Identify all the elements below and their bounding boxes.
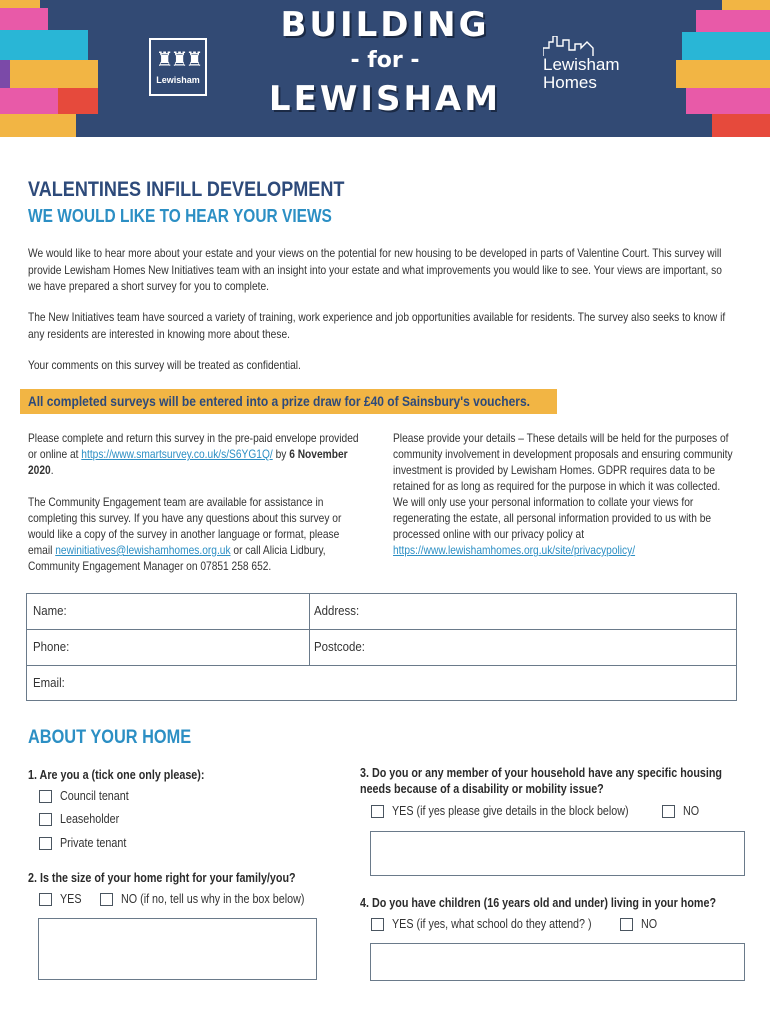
- email-link[interactable]: newinitiatives@lewishamhomes.org.uk: [55, 543, 231, 557]
- checkbox[interactable]: [39, 813, 52, 826]
- banner-line-1: BUILDING: [280, 5, 490, 45]
- intro-paragraph-3: Your comments on this survey will be treated as confidential.: [28, 358, 301, 372]
- option-label: YES (if yes please give details in the block below): [392, 804, 629, 818]
- option-label: NO: [683, 804, 700, 818]
- section-title: ABOUT YOUR HOME: [28, 727, 192, 748]
- q3-no-option[interactable]: [662, 804, 702, 818]
- question-2: 2. Is the size of your home right for your family/you?: [28, 871, 296, 885]
- decorative-block: [676, 60, 770, 88]
- private-tenant-option[interactable]: [39, 836, 137, 850]
- banner-title: [240, 6, 530, 118]
- intro-paragraph-1: We would like to hear more about your estate and your views on the potential for new housing to be developed in parts of Valentine Court. This survey will provide Lewisham Homes New Initiatives team with an insight into your estate and what improvements you would like to see. Your views are important, so we have prepared a short survey for you to complete.: [28, 246, 722, 293]
- period-text: .: [50, 463, 54, 477]
- option-label: YES (if yes, what school do they attend? ): [392, 917, 592, 931]
- decorative-block: [712, 114, 770, 137]
- decorative-block: [686, 88, 770, 114]
- decorative-block: [0, 0, 40, 8]
- lewisham-homes-logo: [543, 36, 643, 98]
- checkbox[interactable]: [100, 893, 113, 906]
- council-tenant-option[interactable]: [39, 789, 140, 803]
- checkbox[interactable]: [39, 837, 52, 850]
- q4-yes-option[interactable]: [371, 917, 624, 931]
- deadline-date: 6 November 2020: [28, 447, 348, 477]
- question-4: 4. Do you have children (16 years old and under) living in your home?: [360, 896, 717, 910]
- council-logo-label: Lewisham: [156, 75, 200, 85]
- option-label: NO (if no, tell us why in the box below): [121, 892, 305, 906]
- decorative-block: [58, 88, 98, 114]
- option-label: Leaseholder: [60, 812, 120, 826]
- privacy-policy-link[interactable]: https://www.lewishamhomes.org.uk/site/privacypolicy/: [393, 543, 636, 557]
- homes-logo-text: Lewisham Homes: [543, 55, 620, 92]
- page-title: VALENTINES INFILL DEVELOPMENT: [28, 178, 345, 201]
- return-text: Please complete and return this survey in the pre-paid envelope provided or online at: [28, 431, 359, 461]
- option-label: Council tenant: [60, 789, 129, 803]
- prize-draw-banner: [20, 389, 557, 414]
- form-divider: [309, 594, 310, 666]
- form-divider: [27, 665, 736, 666]
- checkbox[interactable]: [620, 918, 633, 931]
- checkbox[interactable]: [662, 805, 675, 818]
- name-field[interactable]: Name:: [33, 603, 67, 618]
- decorative-block: [0, 114, 76, 137]
- q2-answer-box[interactable]: [38, 918, 317, 980]
- header-banner: [0, 0, 770, 137]
- postcode-field[interactable]: Postcode:: [314, 639, 365, 654]
- decorative-block: [0, 30, 88, 60]
- leaseholder-option[interactable]: [39, 812, 129, 826]
- decorative-block: [682, 32, 770, 60]
- intro-paragraph-2: The New Initiatives team have sourced a variety of training, work experience and job opportunities available for residents. The survey also seeks to know if any residents are interested in knowing more about these.: [28, 310, 726, 341]
- address-field[interactable]: Address:: [314, 603, 360, 618]
- by-text: by: [275, 447, 287, 461]
- checkbox[interactable]: [39, 790, 52, 803]
- checkbox[interactable]: [39, 893, 52, 906]
- phone-field[interactable]: Phone:: [33, 639, 70, 654]
- option-label: NO: [641, 917, 658, 931]
- privacy-notice: [393, 430, 735, 558]
- option-label: YES: [60, 892, 82, 906]
- question-1: 1. Are you a (tick one only please):: [28, 768, 205, 782]
- checkbox[interactable]: [371, 805, 384, 818]
- decorative-block: [0, 88, 58, 114]
- decorative-block: [696, 10, 770, 32]
- page-subtitle: WE WOULD LIKE TO HEAR YOUR VIEWS: [28, 206, 332, 226]
- decorative-block: [10, 60, 98, 88]
- decorative-block: [0, 60, 10, 90]
- option-label: Private tenant: [60, 836, 127, 850]
- q4-no-option[interactable]: [620, 917, 660, 931]
- contact-text: or call Alicia Lidbury, Community Engagement Manager on 07851 258 652.: [28, 543, 326, 573]
- survey-link[interactable]: https://www.smartsurvey.co.uk/s/S6YG1Q/: [81, 447, 273, 461]
- banner-line-2: - for -: [350, 48, 420, 73]
- email-field[interactable]: Email:: [33, 675, 65, 690]
- q2-yes-option[interactable]: [39, 892, 85, 906]
- assistance-text: The Community Engagement team are available for assistance in completing this survey. If you have any questions about this survey or would like a copy of the survey in another language or format, please email: [28, 495, 342, 557]
- details-form: [26, 593, 737, 701]
- question-3: 3. Do you or any member of your household have any specific housing needs because of a disability or mobility issue?: [360, 766, 722, 796]
- lewisham-council-logo: [149, 38, 207, 96]
- prize-draw-text: All completed surveys will be entered into a prize draw for £40 of Sainsbury's vouchers.: [28, 393, 531, 409]
- decorative-block: [0, 8, 48, 30]
- form-divider: [27, 629, 736, 630]
- q4-answer-box[interactable]: [370, 943, 745, 981]
- q3-answer-box[interactable]: [370, 831, 745, 876]
- privacy-text: Please provide your details – These details will be held for the purposes of community involvement in development proposals and ensuring community investment is provided by Lewisham Homes. GDPR requires data to be retained for as long as required for the purpose in which it was collected. We will only use your personal information to collate your views for regenerating the estate, all personal information provided to us with be processed online with our privacy policy at: [393, 431, 733, 541]
- q3-yes-option[interactable]: [371, 804, 667, 818]
- q2-no-option[interactable]: [100, 892, 334, 906]
- return-instructions: [28, 430, 364, 574]
- checkbox[interactable]: [371, 918, 384, 931]
- decorative-block: [722, 0, 770, 10]
- banner-line-3: LEWISHAM: [268, 79, 502, 119]
- crest-icon: ♜♜♜: [155, 47, 201, 71]
